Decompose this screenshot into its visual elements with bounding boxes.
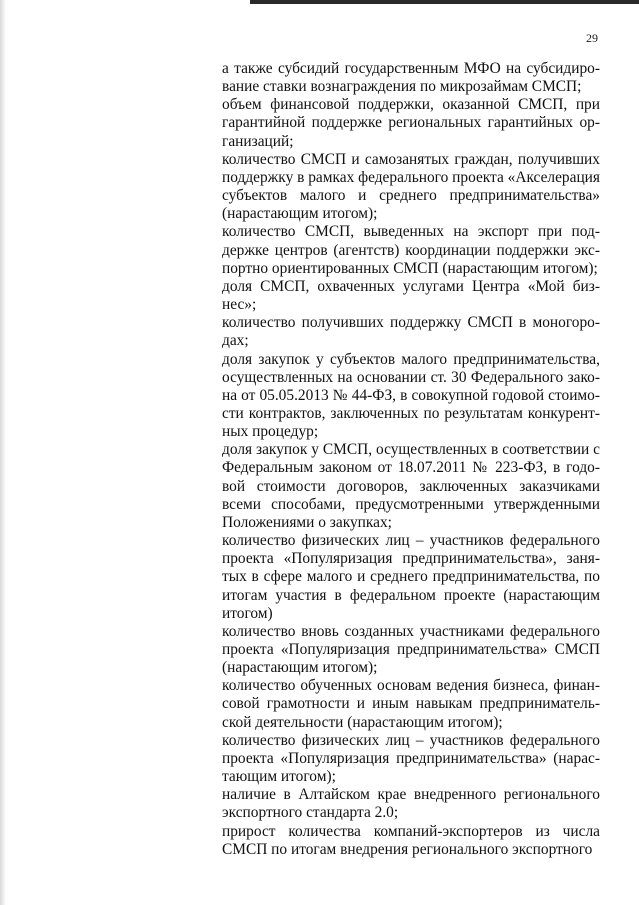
paragraph: количество получивших поддержку СМСП в моногоро-дах; xyxy=(222,314,600,350)
paragraph: наличие в Алтайском крае внедренного регионального экспортного стандарта 2.0; xyxy=(222,786,600,822)
paragraph: прирост количества компаний-экспортеров из числа СМСП по итогам внедрения регионального экспортного xyxy=(222,822,600,858)
paragraph: количество обученных основам ведения бизнеса, финан-совой грамотности и иным навыкам предприниматель-ской деятельности (нарастающим итогом); xyxy=(222,677,600,731)
paragraph: количество физических лиц – участников федерального проекта «Популяризация предпринимательства» (нарас-тающим итогом); xyxy=(222,731,600,786)
paragraph: доля закупок у субъектов малого предпринимательства, осуществленных на основании ст. 30 Федерального зако-на от 05.05.2013 № 44-ФЗ, в совокупной годовой стоимо-сти контрактов, заключенных по результатам конкурент-ных процедур; xyxy=(222,350,600,441)
paragraph: количество СМСП, выведенных на экспорт при под-держке центров (агентств) координации поддержки экс-портно ориентированных СМСП (нарастающим итогом); xyxy=(222,223,600,277)
paragraph: доля СМСП, охваченных услугами Центра «Мой биз-нес»; xyxy=(222,277,600,314)
paragraph: доля закупок у СМСП, осуществленных в соответствии с Федеральным законом от 18.07.2011 № 223-ФЗ, в годо-вой стоимости договоров, заключенных заказчиками всеми способами, предусмотренными утвержденными Положениями о закупках; xyxy=(222,441,600,531)
paragraph: количество СМСП и самозанятых граждан, получивших поддержку в рамках федерального проекта «Акселерация субъектов малого и среднего предпринимательства» (нарастающим итогом); xyxy=(222,150,600,223)
scan-left-edge xyxy=(0,0,6,905)
document-body xyxy=(222,60,600,859)
paragraph: объем финансовой поддержки, оказанной СМСП, при гарантийной поддержке региональных гарантийных ор-ганизаций; xyxy=(222,96,600,150)
scan-top-edge xyxy=(250,0,639,4)
paragraph: количество физических лиц – участников федерального проекта «Популяризация предпринимательства», заня-тых в сфере малого и среднего предпринимательства, по итогам участия в федеральном проекте (нарастающим итогом) xyxy=(222,532,600,622)
paragraph: количество вновь созданных участниками федерального проекта «Популяризация предпринимательства» СМСП (нарастающим итогом); xyxy=(222,622,600,677)
paragraph: а также субсидий государственным МФО на субсидиро-вание ставки вознаграждения по микрозаймам СМСП; xyxy=(222,60,600,96)
page-number: 29 xyxy=(586,31,598,45)
